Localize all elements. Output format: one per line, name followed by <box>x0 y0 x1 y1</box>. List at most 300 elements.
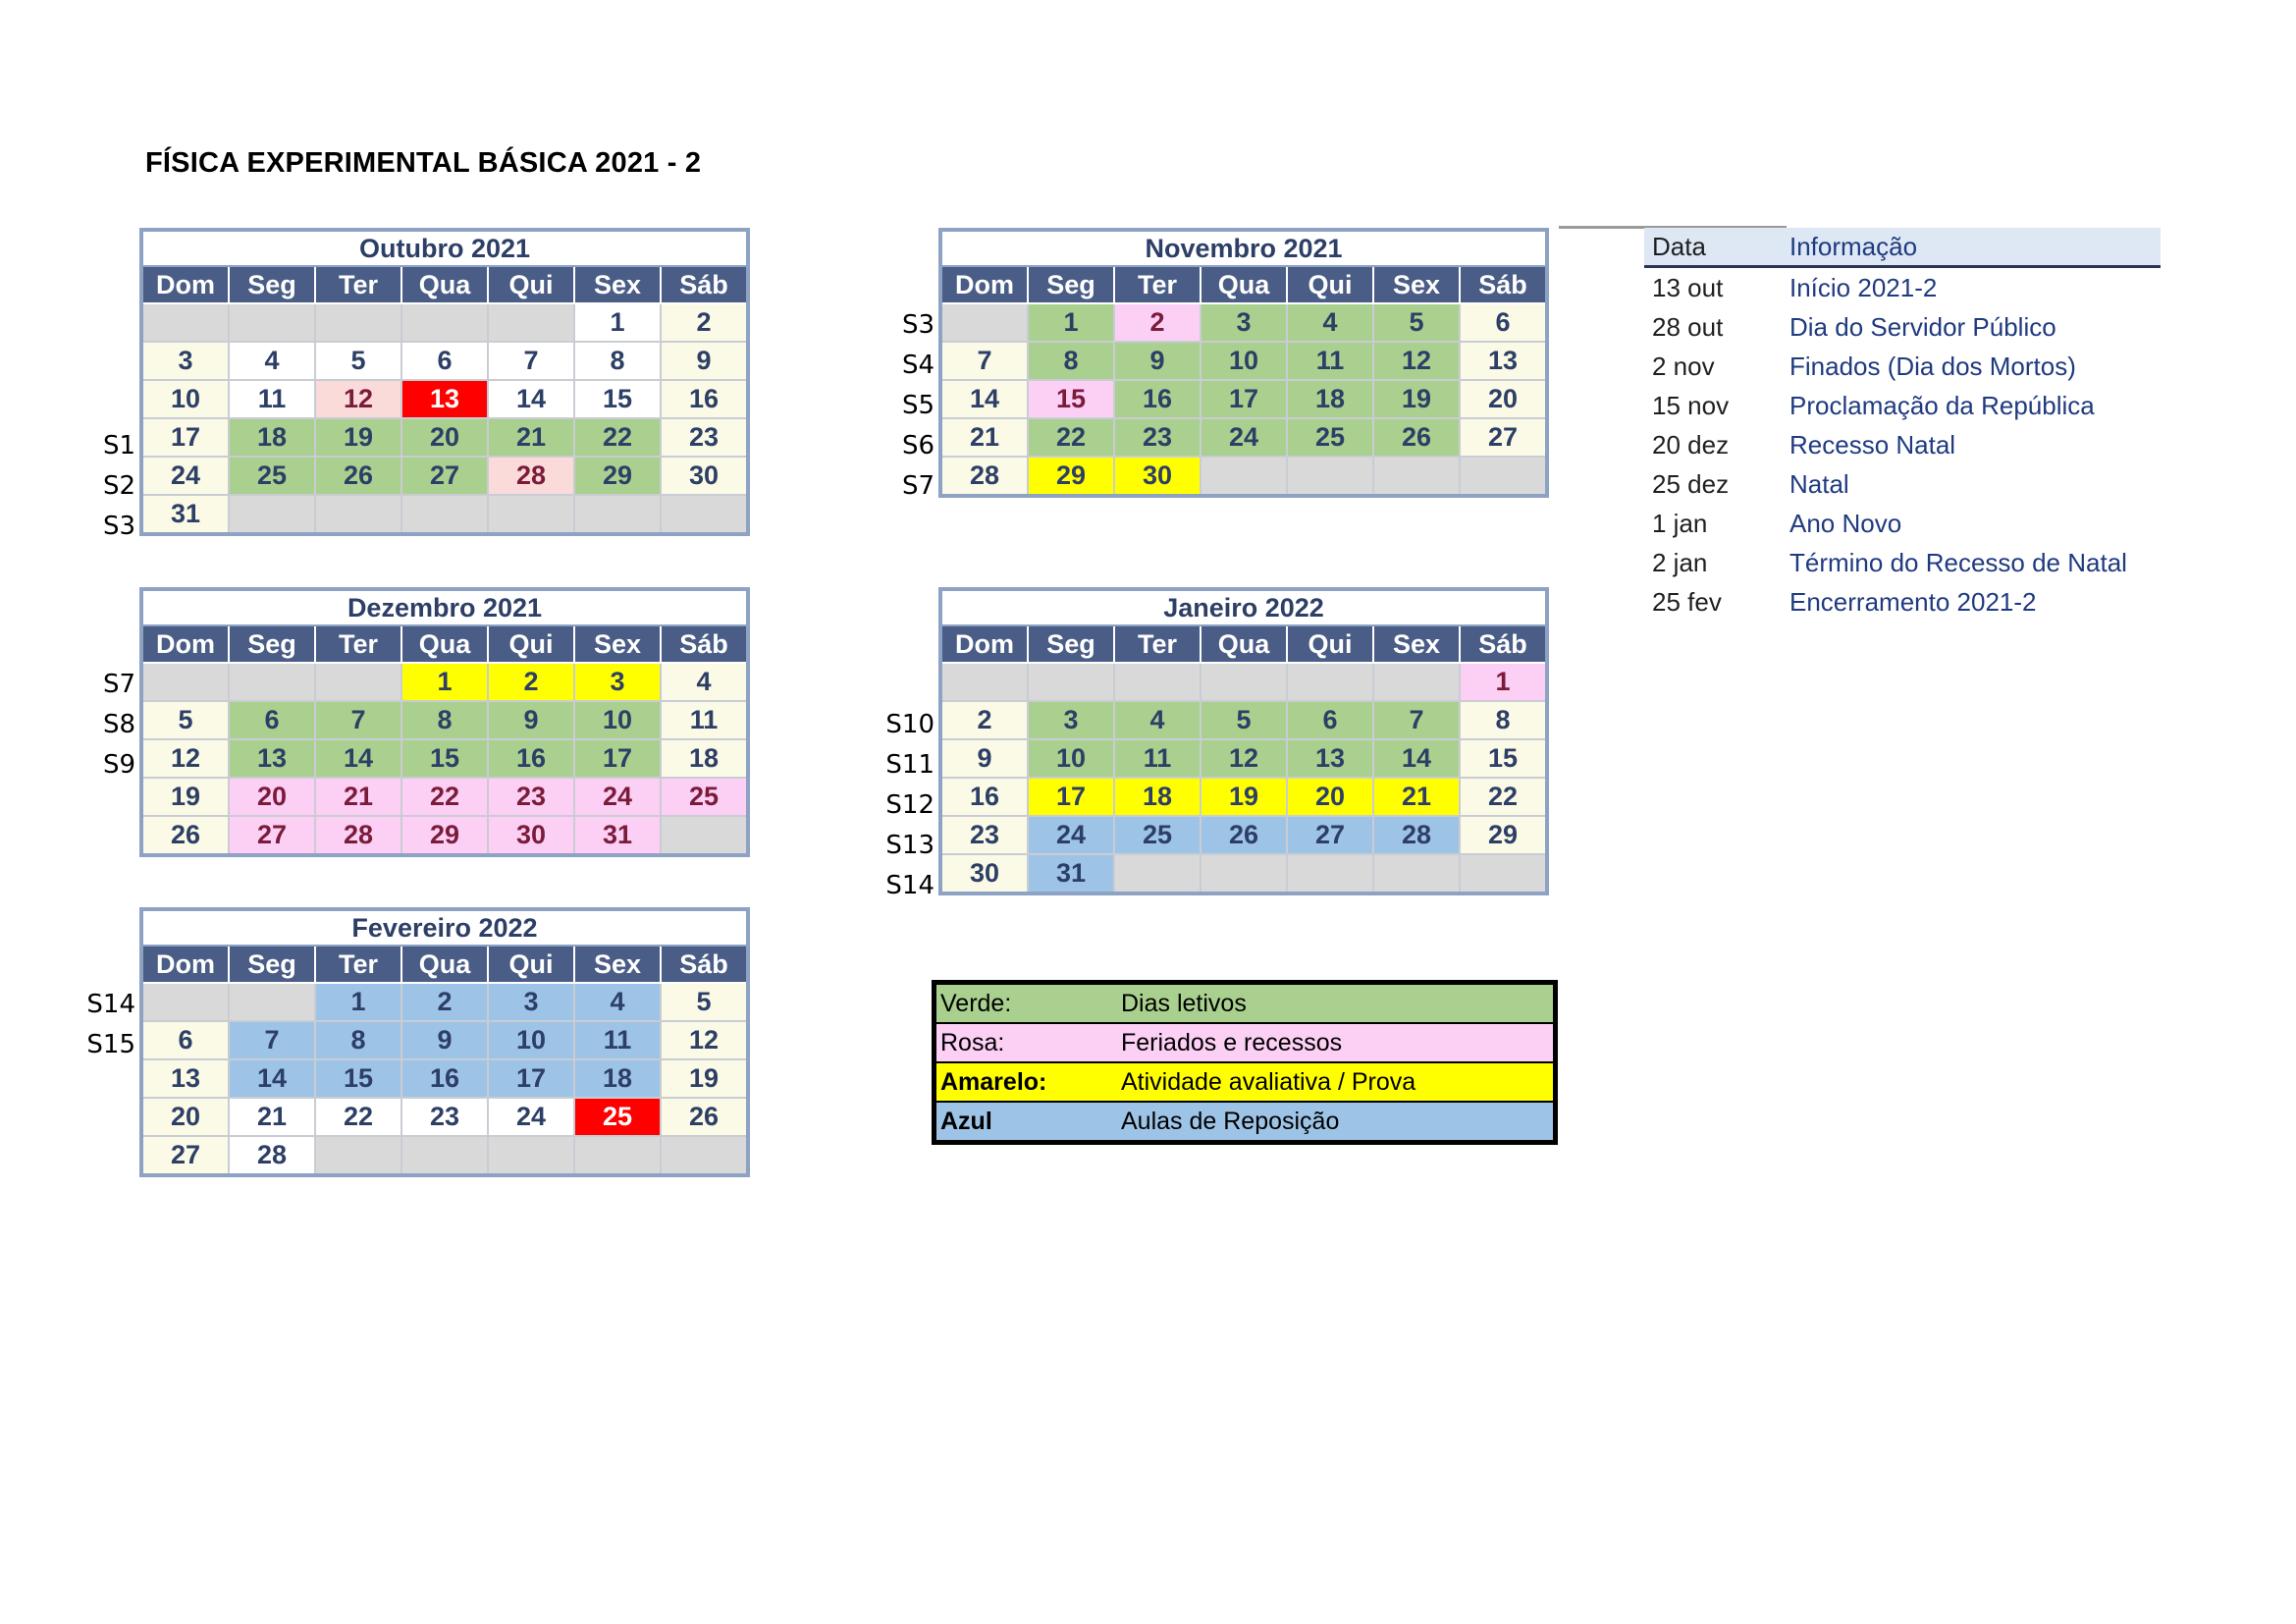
weekday-header: Dom <box>940 266 1028 303</box>
legend-value: Feriados e recessos <box>1117 1023 1556 1062</box>
info-text: Finados (Dia dos Mortos) <box>1789 351 2076 381</box>
empty-day-cell <box>940 303 1028 342</box>
info-date: 13 out <box>1652 272 1724 302</box>
calendar-week-row <box>940 739 1547 778</box>
weekday-header: Qua <box>401 266 488 303</box>
day-cell: 26 <box>315 457 401 495</box>
day-cell: 4 <box>1287 303 1373 342</box>
empty-day-cell <box>1460 457 1547 496</box>
day-cell: 31 <box>141 495 229 534</box>
empty-day-cell <box>1028 663 1114 701</box>
day-cell: 19 <box>315 418 401 457</box>
day-cell: 17 <box>488 1059 574 1098</box>
day-cell: 11 <box>574 1021 661 1059</box>
day-cell: 12 <box>661 1021 748 1059</box>
calendar-week-row <box>141 778 748 816</box>
weekday-header: Seg <box>1028 625 1114 663</box>
day-cell: 20 <box>1460 380 1547 418</box>
day-cell: 27 <box>1287 816 1373 854</box>
day-cell: 18 <box>661 739 748 778</box>
calendar-novembro <box>938 228 1549 498</box>
day-cell: 5 <box>1373 303 1460 342</box>
legend-row-green <box>934 983 1556 1024</box>
day-cell: 7 <box>1373 701 1460 739</box>
weekday-header: Sáb <box>661 266 748 303</box>
empty-day-cell <box>661 495 748 534</box>
calendar-week-row <box>940 854 1547 893</box>
day-cell: 12 <box>315 380 401 418</box>
week-label: S8 <box>102 710 135 739</box>
day-cell: 9 <box>940 739 1028 778</box>
day-cell: 2 <box>488 663 574 701</box>
week-label: S3 <box>102 512 135 541</box>
empty-day-cell <box>488 495 574 534</box>
empty-day-cell <box>315 495 401 534</box>
calendar-week-row <box>940 663 1547 701</box>
month-title: Dezembro 2021 <box>141 589 748 625</box>
day-cell: 14 <box>229 1059 315 1098</box>
day-cell: 8 <box>315 1021 401 1059</box>
legend-key: Rosa: <box>934 1023 1118 1062</box>
empty-day-cell <box>401 495 488 534</box>
empty-day-cell <box>1287 854 1373 893</box>
week-label: S7 <box>102 670 135 699</box>
day-cell: 4 <box>229 342 315 380</box>
legend-value: Atividade avaliativa / Prova <box>1117 1062 1556 1102</box>
day-cell: 3 <box>1028 701 1114 739</box>
legend-key: Verde: <box>934 983 1118 1024</box>
info-date: 2 nov <box>1652 351 1715 381</box>
day-cell: 15 <box>401 739 488 778</box>
day-cell: 14 <box>315 739 401 778</box>
day-cell: 27 <box>1460 418 1547 457</box>
calendar-week-row <box>141 1059 748 1098</box>
page-title: FÍSICA EXPERIMENTAL BÁSICA 2021 - 2 <box>145 147 702 179</box>
day-cell: 17 <box>574 739 661 778</box>
day-cell: 22 <box>315 1098 401 1136</box>
weekday-header: Qua <box>401 946 488 983</box>
day-cell: 21 <box>940 418 1028 457</box>
day-cell: 26 <box>141 816 229 855</box>
info-row <box>1644 464 2161 504</box>
weekday-header: Qui <box>1287 266 1373 303</box>
empty-day-cell <box>1373 854 1460 893</box>
info-row <box>1644 582 2161 622</box>
calendar-fevereiro <box>139 907 750 1177</box>
info-date: 28 out <box>1652 311 1724 342</box>
weekday-header: Ter <box>315 946 401 983</box>
day-cell: 16 <box>401 1059 488 1098</box>
day-cell: 20 <box>141 1098 229 1136</box>
day-cell: 1 <box>1460 663 1547 701</box>
day-cell: 10 <box>1201 342 1287 380</box>
calendar-week-row <box>141 739 748 778</box>
day-cell: 28 <box>315 816 401 855</box>
day-cell: 23 <box>1114 418 1201 457</box>
calendar-week-row <box>940 816 1547 854</box>
day-cell: 5 <box>141 701 229 739</box>
day-cell: 21 <box>315 778 401 816</box>
weekday-header: Qui <box>488 266 574 303</box>
day-cell: 30 <box>1114 457 1201 496</box>
weekday-header: Dom <box>141 946 229 983</box>
day-cell: 27 <box>229 816 315 855</box>
day-cell: 2 <box>1114 303 1201 342</box>
empty-day-cell <box>1201 854 1287 893</box>
empty-day-cell <box>1373 457 1460 496</box>
empty-day-cell <box>315 1136 401 1175</box>
day-cell: 3 <box>141 342 229 380</box>
weekday-header: Qui <box>488 625 574 663</box>
day-cell: 19 <box>1201 778 1287 816</box>
day-cell: 23 <box>940 816 1028 854</box>
day-cell: 25 <box>1287 418 1373 457</box>
calendar-week-row <box>940 418 1547 457</box>
empty-day-cell <box>1287 663 1373 701</box>
day-cell: 9 <box>401 1021 488 1059</box>
week-label: S9 <box>102 750 135 780</box>
day-cell: 6 <box>1460 303 1547 342</box>
info-date: 2 jan <box>1652 547 1708 577</box>
day-cell: 22 <box>574 418 661 457</box>
day-cell: 1 <box>574 303 661 342</box>
info-header-info: Informação <box>1782 228 2161 267</box>
day-cell: 28 <box>488 457 574 495</box>
day-cell: 5 <box>315 342 401 380</box>
day-cell: 3 <box>1201 303 1287 342</box>
calendar-week-row <box>141 1021 748 1059</box>
info-row <box>1644 504 2161 543</box>
weekday-header: Sáb <box>661 946 748 983</box>
calendar-week-row <box>141 816 748 855</box>
weekday-header: Qui <box>488 946 574 983</box>
calendar-grid <box>938 587 1549 895</box>
day-cell: 16 <box>661 380 748 418</box>
day-cell: 15 <box>1028 380 1114 418</box>
month-title: Outubro 2021 <box>141 230 748 266</box>
day-cell: 7 <box>315 701 401 739</box>
weekday-header: Sex <box>574 266 661 303</box>
week-label: S10 <box>885 710 934 739</box>
calendar-week-row <box>141 701 748 739</box>
day-cell: 12 <box>141 739 229 778</box>
day-cell: 8 <box>1028 342 1114 380</box>
weekday-header: Dom <box>141 625 229 663</box>
info-text: Ano Novo <box>1789 508 1902 538</box>
day-cell: 23 <box>401 1098 488 1136</box>
info-text: Proclamação da República <box>1789 390 2095 420</box>
day-cell: 7 <box>940 342 1028 380</box>
legend-row-blue <box>934 1102 1556 1143</box>
weekday-header: Sáb <box>661 625 748 663</box>
day-cell: 5 <box>661 983 748 1021</box>
day-cell: 21 <box>229 1098 315 1136</box>
day-cell: 27 <box>401 457 488 495</box>
day-cell: 19 <box>661 1059 748 1098</box>
day-cell: 20 <box>229 778 315 816</box>
weekday-header: Seg <box>229 946 315 983</box>
day-cell: 6 <box>1287 701 1373 739</box>
empty-day-cell <box>229 983 315 1021</box>
calendar-week-row <box>940 380 1547 418</box>
calendar-week-row <box>141 418 748 457</box>
day-cell: 23 <box>661 418 748 457</box>
info-row <box>1644 347 2161 386</box>
day-cell: 3 <box>574 663 661 701</box>
day-cell: 17 <box>141 418 229 457</box>
week-label: S1 <box>102 431 135 460</box>
day-cell: 18 <box>229 418 315 457</box>
weekday-header: Sex <box>1373 625 1460 663</box>
calendar-week-row <box>141 1098 748 1136</box>
empty-day-cell <box>1114 663 1201 701</box>
weekday-header: Sáb <box>1460 625 1547 663</box>
day-cell: 21 <box>1373 778 1460 816</box>
empty-day-cell <box>488 303 574 342</box>
legend-key: Azul <box>934 1102 1118 1143</box>
weekday-header: Ter <box>1114 625 1201 663</box>
day-cell: 12 <box>1201 739 1287 778</box>
day-cell: 1 <box>315 983 401 1021</box>
week-label: S5 <box>901 391 934 420</box>
weekday-header: Sex <box>574 946 661 983</box>
day-cell: 3 <box>488 983 574 1021</box>
day-cell: 14 <box>940 380 1028 418</box>
day-cell: 16 <box>488 739 574 778</box>
calendar-grid <box>139 907 750 1177</box>
day-cell: 25 <box>661 778 748 816</box>
day-cell: 6 <box>141 1021 229 1059</box>
day-cell: 2 <box>940 701 1028 739</box>
day-cell: 26 <box>1201 816 1287 854</box>
color-legend <box>932 980 1558 1145</box>
empty-day-cell <box>940 663 1028 701</box>
day-cell: 24 <box>488 1098 574 1136</box>
day-cell: 6 <box>229 701 315 739</box>
info-row <box>1644 425 2161 464</box>
day-cell: 14 <box>1373 739 1460 778</box>
info-text: Natal <box>1789 468 1849 499</box>
day-cell: 8 <box>401 701 488 739</box>
info-row <box>1644 307 2161 347</box>
weekday-header: Dom <box>940 625 1028 663</box>
weekday-header: Ter <box>315 266 401 303</box>
empty-day-cell <box>1373 663 1460 701</box>
day-cell: 7 <box>229 1021 315 1059</box>
day-cell: 18 <box>1114 778 1201 816</box>
day-cell: 24 <box>574 778 661 816</box>
empty-day-cell <box>141 303 229 342</box>
day-cell: 11 <box>229 380 315 418</box>
day-cell: 15 <box>315 1059 401 1098</box>
day-cell: 28 <box>229 1136 315 1175</box>
week-label: S12 <box>885 790 934 820</box>
info-text: Dia do Servidor Público <box>1789 311 2056 342</box>
week-label: S3 <box>901 310 934 340</box>
week-label: S13 <box>885 831 934 860</box>
calendar-week-row <box>141 303 748 342</box>
weekday-header: Sáb <box>1460 266 1547 303</box>
empty-day-cell <box>141 663 229 701</box>
day-cell: 13 <box>1460 342 1547 380</box>
day-cell: 1 <box>1028 303 1114 342</box>
empty-day-cell <box>229 663 315 701</box>
day-cell: 17 <box>1028 778 1114 816</box>
day-cell: 4 <box>574 983 661 1021</box>
month-title: Novembro 2021 <box>940 230 1547 266</box>
weekday-header: Seg <box>229 625 315 663</box>
weekday-header: Qua <box>1201 625 1287 663</box>
calendar-week-row <box>940 701 1547 739</box>
day-cell: 30 <box>940 854 1028 893</box>
legend-row-pink <box>934 1023 1556 1062</box>
week-label: S2 <box>102 471 135 501</box>
day-cell: 22 <box>1028 418 1114 457</box>
day-cell: 13 <box>401 380 488 418</box>
day-cell: 9 <box>661 342 748 380</box>
empty-day-cell <box>661 1136 748 1175</box>
calendar-week-row <box>940 342 1547 380</box>
day-cell: 28 <box>1373 816 1460 854</box>
day-cell: 11 <box>1287 342 1373 380</box>
day-cell: 17 <box>1201 380 1287 418</box>
week-label: S14 <box>885 871 934 900</box>
day-cell: 4 <box>1114 701 1201 739</box>
day-cell: 25 <box>574 1098 661 1136</box>
week-label: S11 <box>885 750 934 780</box>
day-cell: 8 <box>1460 701 1547 739</box>
week-label: S7 <box>901 471 934 501</box>
day-cell: 14 <box>488 380 574 418</box>
day-cell: 18 <box>1287 380 1373 418</box>
day-cell: 16 <box>1114 380 1201 418</box>
info-date: 1 jan <box>1652 508 1708 538</box>
day-cell: 31 <box>1028 854 1114 893</box>
info-date: 25 dez <box>1652 468 1730 499</box>
day-cell: 6 <box>401 342 488 380</box>
day-cell: 9 <box>488 701 574 739</box>
info-header-row <box>1644 228 2161 267</box>
weekday-header: Qua <box>1201 266 1287 303</box>
calendar-grid <box>139 228 750 536</box>
calendar-grid <box>938 228 1549 498</box>
empty-day-cell <box>661 816 748 855</box>
legend-key: Amarelo: <box>934 1062 1118 1102</box>
day-cell: 2 <box>661 303 748 342</box>
day-cell: 10 <box>1028 739 1114 778</box>
empty-day-cell <box>1114 854 1201 893</box>
day-cell: 16 <box>940 778 1028 816</box>
weekday-header: Sex <box>1373 266 1460 303</box>
day-cell: 18 <box>574 1059 661 1098</box>
empty-day-cell <box>401 1136 488 1175</box>
day-cell: 7 <box>488 342 574 380</box>
day-cell: 26 <box>661 1098 748 1136</box>
month-title: Fevereiro 2022 <box>141 909 748 946</box>
calendar-week-row <box>940 457 1547 496</box>
info-text: Encerramento 2021-2 <box>1789 586 2037 617</box>
empty-day-cell <box>574 1136 661 1175</box>
calendar-week-row <box>141 983 748 1021</box>
calendar-outubro <box>139 228 750 536</box>
weekday-header: Sex <box>574 625 661 663</box>
legend-row-yellow <box>934 1062 1556 1102</box>
day-cell: 29 <box>574 457 661 495</box>
week-label: S6 <box>901 431 934 460</box>
empty-day-cell <box>141 983 229 1021</box>
day-cell: 11 <box>661 701 748 739</box>
day-cell: 9 <box>1114 342 1201 380</box>
day-cell: 12 <box>1373 342 1460 380</box>
day-cell: 22 <box>401 778 488 816</box>
day-cell: 15 <box>574 380 661 418</box>
day-cell: 31 <box>574 816 661 855</box>
info-date: 20 dez <box>1652 429 1730 460</box>
day-cell: 2 <box>401 983 488 1021</box>
day-cell: 10 <box>488 1021 574 1059</box>
info-row <box>1644 543 2161 582</box>
month-title: Janeiro 2022 <box>940 589 1547 625</box>
empty-day-cell <box>488 1136 574 1175</box>
weekday-header: Seg <box>1028 266 1114 303</box>
calendar-week-row <box>940 778 1547 816</box>
legend-value: Dias letivos <box>1117 983 1556 1024</box>
day-cell: 29 <box>401 816 488 855</box>
day-cell: 13 <box>229 739 315 778</box>
day-cell: 20 <box>401 418 488 457</box>
day-cell: 27 <box>141 1136 229 1175</box>
day-cell: 24 <box>141 457 229 495</box>
day-cell: 10 <box>141 380 229 418</box>
calendar-dezembro <box>139 587 750 857</box>
info-table <box>1644 228 2161 622</box>
info-text: Término do Recesso de Natal <box>1789 547 2127 577</box>
info-row <box>1644 267 2161 308</box>
calendar-week-row <box>141 457 748 495</box>
calendar-janeiro <box>938 587 1549 895</box>
day-cell: 11 <box>1114 739 1201 778</box>
day-cell: 13 <box>1287 739 1373 778</box>
empty-day-cell <box>229 495 315 534</box>
info-header-date: Data <box>1644 228 1782 267</box>
weekday-header: Qua <box>401 625 488 663</box>
day-cell: 25 <box>1114 816 1201 854</box>
calendar-week-row <box>141 663 748 701</box>
calendar-week-row <box>141 342 748 380</box>
day-cell: 29 <box>1460 816 1547 854</box>
day-cell: 8 <box>574 342 661 380</box>
day-cell: 15 <box>1460 739 1547 778</box>
day-cell: 30 <box>661 457 748 495</box>
week-label: S15 <box>86 1030 135 1059</box>
empty-day-cell <box>315 663 401 701</box>
calendar-grid <box>139 587 750 857</box>
day-cell: 22 <box>1460 778 1547 816</box>
day-cell: 19 <box>141 778 229 816</box>
week-label: S4 <box>901 351 934 380</box>
empty-day-cell <box>1201 663 1287 701</box>
weekday-header: Dom <box>141 266 229 303</box>
day-cell: 24 <box>1201 418 1287 457</box>
day-cell: 13 <box>141 1059 229 1098</box>
day-cell: 1 <box>401 663 488 701</box>
empty-day-cell <box>574 495 661 534</box>
day-cell: 28 <box>940 457 1028 496</box>
calendar-week-row <box>940 303 1547 342</box>
day-cell: 4 <box>661 663 748 701</box>
weekday-header: Qui <box>1287 625 1373 663</box>
info-text: Início 2021-2 <box>1789 272 1938 302</box>
